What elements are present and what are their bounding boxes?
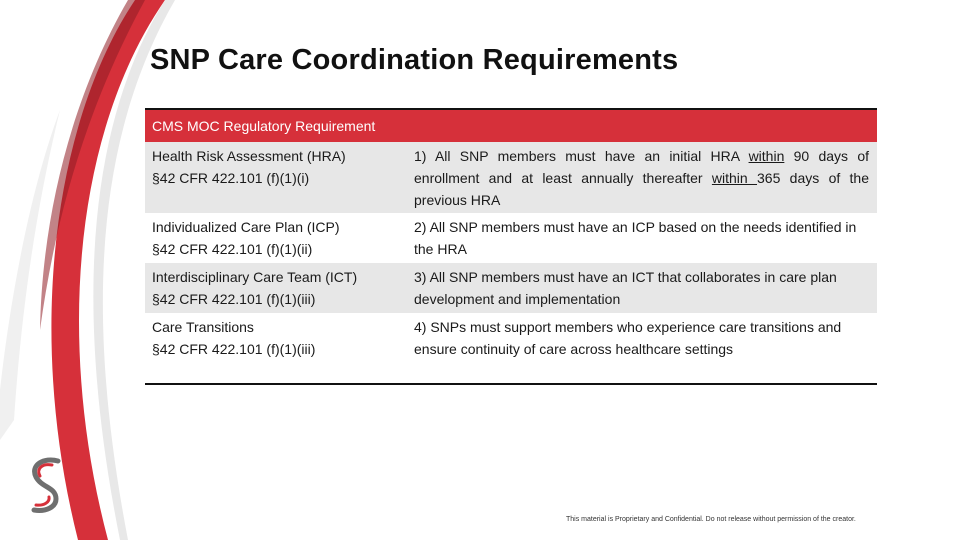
requirement-name-cell: [145, 142, 407, 213]
requirement-text: [414, 148, 869, 208]
page-title: SNP Care Coordination Requirements: [150, 44, 679, 76]
requirement-name: Health Risk Assessment (HRA): [152, 148, 346, 164]
requirement-text-cell: [407, 263, 877, 313]
table-row: [145, 213, 877, 263]
requirement-name: Interdisciplinary Care Team (ICT): [152, 269, 358, 285]
requirement-name-cell: [145, 263, 407, 313]
requirement-text: 2) All SNP members must have an ICP based on the needs identified in the HRA: [414, 219, 857, 257]
requirement-text: 4) SNPs must support members who experience care transitions and ensure continuity of care across healthcare settings: [414, 319, 842, 357]
confidentiality-footer: This material is Proprietary and Confidential. Do not release without permission of the creator.: [566, 516, 856, 523]
requirement-cfr: §42 CFR 422.101 (f)(1)(iii): [152, 341, 316, 357]
table-row: [145, 263, 877, 313]
requirement-cfr: §42 CFR 422.101 (f)(1)(iii): [152, 291, 316, 307]
table-header: CMS MOC Regulatory Requirement: [145, 109, 877, 142]
requirement-name-cell: [145, 313, 407, 384]
table-header-row: [145, 109, 877, 142]
requirements-table: [145, 108, 877, 385]
requirement-text-part: 90 days of enrollment and at least annually thereafter: [414, 148, 870, 186]
requirement-text-cell: [407, 313, 877, 384]
requirement-text-cell: [407, 213, 877, 263]
requirement-name: Care Transitions: [152, 319, 254, 335]
requirement-text: 3) All SNP members must have an ICT that collaborates in care plan development and implementation: [414, 269, 837, 307]
swoosh-s-logo-icon: [22, 455, 66, 515]
table-row: [145, 313, 877, 384]
requirement-name-cell: [145, 213, 407, 263]
requirement-text-underlined: within: [748, 148, 785, 164]
requirement-text-part: 1) All SNP members must have an initial HRA: [414, 148, 749, 164]
requirement-text-part: 365 days of the previous HRA: [414, 170, 870, 208]
requirement-text-underlined: within: [711, 170, 758, 186]
requirement-cfr: §42 CFR 422.101 (f)(1)(i): [152, 170, 310, 186]
table-row: [145, 142, 877, 213]
requirement-cfr: §42 CFR 422.101 (f)(1)(ii): [152, 241, 313, 257]
requirement-name: Individualized Care Plan (ICP): [152, 219, 340, 235]
requirement-text-cell: [407, 142, 877, 213]
